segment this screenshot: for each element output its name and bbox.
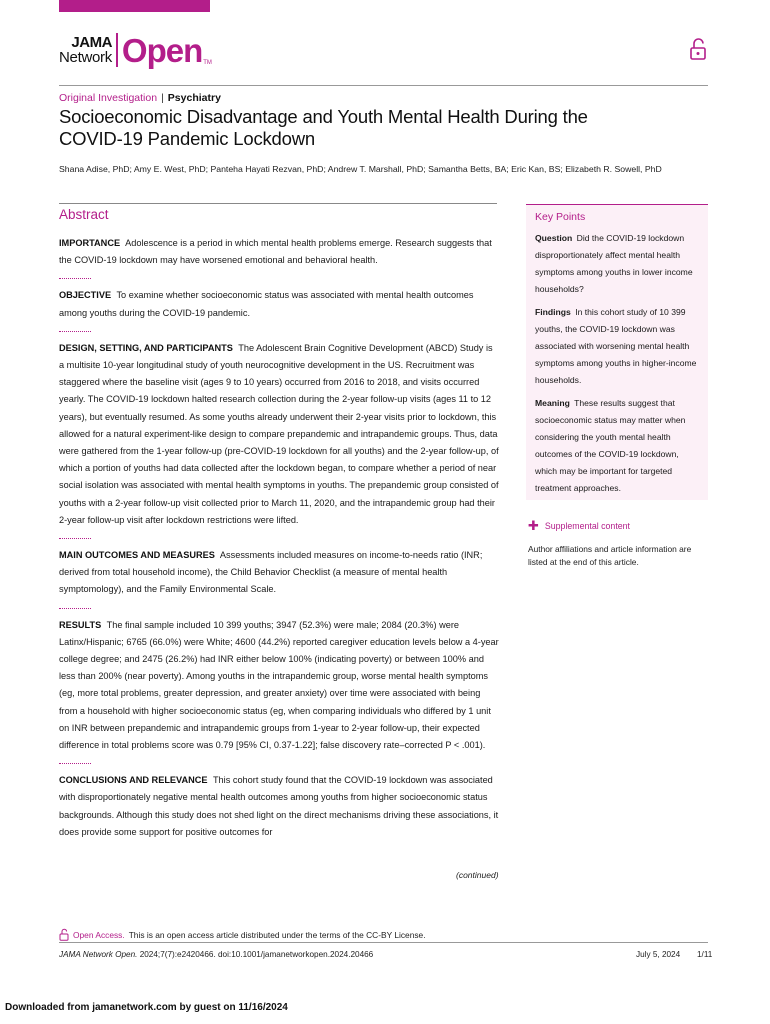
- supplemental-content-link[interactable]: [528, 519, 630, 532]
- abstract-body: [59, 235, 499, 841]
- header-rule: [59, 85, 708, 86]
- open-access-link[interactable]: Open Access.: [73, 929, 125, 940]
- section-divider: [59, 322, 91, 332]
- abstract-section: [59, 772, 499, 841]
- logo-wordmark: [59, 35, 112, 65]
- page-number: 1/11: [697, 950, 713, 959]
- section-head: CONCLUSIONS AND RELEVANCE: [59, 775, 208, 786]
- open-lock-icon: [59, 928, 69, 941]
- article-kicker: [59, 92, 221, 104]
- plus-icon: ✚: [528, 518, 539, 533]
- download-notice: Downloaded from jamanetwork.com by guest on 11/16/2024: [5, 1002, 288, 1013]
- logo-trademark: TM: [203, 60, 212, 66]
- section-divider: [59, 599, 91, 609]
- jama-network-open-logo[interactable]: [59, 30, 212, 70]
- citation-text: 2024;7(7):e2420466. doi:10.1001/jamanetworkopen.2024.20466: [139, 950, 374, 959]
- key-point-text: Did the COVID-19 lockdown disproportionately affect mental health symptoms among youths in lower income households?: [535, 233, 693, 294]
- logo-network-text: Network: [59, 49, 112, 66]
- section-text: The Adolescent Brain Cognitive Development (ABCD) Study is a multisite 10-year longitudinal study of youth neurocognitive development in the US. Recruitment was staggered where the baseline visit (ages 9 to 10 years) occurred from 2016 to 2018, and visits occurred yearly. The COVID-19 lockdown halted research collection during the 2-year follow-up visits (ages 11 to 12 years), but eventually resumed. As some youths already underwent their 2-year visits prior to lockdown, this allowed for a natural experiment-like design to compare prepandemic and intrapandemic groups. Thus, data were gathered from the 1-year follow-up (pre-COVID-19 lockdown for all youths) and the 2-year follow-up, of which a portion of youths had data collected after the lockdown began, to compare whether a period of near social isolation was associated with mental health symptoms in youths. The prepandemic group consisted of youths with a 2-year follow-up visit collected prior to March 11, 2020, and the intrapandemic group had their 2-year follow-up visit after lockdown restrictions were lifted.: [59, 342, 499, 525]
- section-head: MAIN OUTCOMES AND MEASURES: [59, 550, 215, 561]
- supplemental-label: Supplemental content: [544, 520, 631, 531]
- key-point: [535, 304, 702, 389]
- key-points-heading: Key Points: [535, 211, 586, 223]
- section-divider: [59, 529, 91, 539]
- section-text: The final sample included 10 399 youths; 3947 (52.3%) were male; 2084 (20.3%) were Latinx/Hispanic; 6765 (66.0%) were White; 4600 (44.2%) reported caregiver education levels below a 4-year college degree; and 2475 (26.2%) had INR either below 100% (indicating poverty) or between 100% and less than 200% (near poverty). Among youths in the intrapandemic group, worse mental health symptoms (eg, more total problems, greater depression, and greater anxiety) over time were associated with being from a household with higher socioeconomic status (eg, when comparing individuals who differed by 1 unit on INR between prepandemic and intrapandemic groups from 1-year to 2-year follow-up, their expected difference in total problems score was 0.79 [95% CI, 0.37-1.22]; false discovery rate–corrected P < .001).: [59, 619, 499, 751]
- abstract-section: [59, 547, 499, 599]
- section-head: RESULTS: [59, 619, 102, 630]
- abstract-heading: Abstract: [59, 207, 109, 222]
- open-access-text: This is an open access article distributed under the terms of the CC-BY License.: [128, 929, 426, 940]
- section-divider: [59, 754, 91, 764]
- key-point-head: Question: [535, 233, 573, 243]
- section-divider: [59, 269, 91, 279]
- section-head: OBJECTIVE: [59, 290, 112, 301]
- key-points-box: [526, 204, 708, 500]
- section-head: IMPORTANCE: [59, 238, 121, 248]
- abstract-section: [59, 287, 499, 321]
- publication-date: July 5, 2024: [636, 950, 681, 959]
- open-access-lock-icon: [689, 37, 707, 61]
- journal-name: JAMA Network Open.: [59, 950, 138, 959]
- abstract-rule: [59, 203, 497, 204]
- continued-note: (continued): [456, 870, 499, 880]
- key-point-head: Meaning: [535, 398, 570, 408]
- author-list: Shana Adise, PhD; Amy E. West, PhD; Panteha Hayati Rezvan, PhD; Andrew T. Marshall, PhD; Samantha Betts, BA; Eric Kan, BS; Elizabeth R. Sowell, PhD: [59, 164, 662, 174]
- abstract-section: [59, 340, 499, 529]
- section-text: Assessments included measures on income-to-needs ratio (INR; derived from total household income), the Child Behavior Checklist (a measure of mental health symptomology), and the Family Environmental Scale.: [59, 550, 483, 595]
- section-text: Adolescence is a period in which mental health problems emerge. Research suggests that the COVID-19 lockdown may have worsened emotional and behavioral health.: [59, 238, 492, 266]
- key-point: [535, 230, 702, 298]
- kicker-separator: |: [161, 92, 164, 104]
- article-subject[interactable]: Psychiatry: [167, 92, 221, 104]
- top-accent-bar: [59, 0, 210, 12]
- section-head: DESIGN, SETTING, AND PARTICIPANTS: [59, 342, 233, 353]
- footer-rule: [59, 942, 708, 943]
- section-text: To examine whether socioeconomic status was associated with mental health outcomes among youths during the COVID-19 pandemic.: [59, 290, 474, 318]
- key-point-text: In this cohort study of 10 399 youths, the COVID-19 lockdown was associated with worsening mental health symptoms among youths in higher-income households.: [535, 307, 697, 385]
- logo-open-text: Open: [121, 31, 203, 69]
- citation: [59, 950, 373, 959]
- abstract-section: [59, 617, 499, 755]
- affiliations-note: Author affiliations and article information are listed at the end of this article.: [528, 544, 692, 567]
- key-points-body: [535, 230, 702, 503]
- article-title: Socioeconomic Disadvantage and Youth Mental Health During the COVID-19 Pandemic Lockdown: [59, 106, 588, 149]
- abstract-section: [59, 235, 499, 269]
- logo-divider: [116, 33, 118, 67]
- open-access-notice: [59, 928, 426, 941]
- key-point: [535, 395, 702, 497]
- logo-jama-text: JAMA: [71, 34, 112, 51]
- article-type-link[interactable]: Original Investigation: [59, 92, 158, 104]
- section-text: This cohort study found that the COVID-19 lockdown was associated with disproportionately negative mental health outcomes among youths from higher socioeconomic status backgrounds. Although this study does not shed light on the direct mechanisms driving these associations, it does provide some support for positive outcomes for: [59, 775, 499, 837]
- key-point-head: Findings: [535, 307, 571, 317]
- key-point-text: These results suggest that socioeconomic status may matter when considering the youth mental health outcomes of the COVID-19 lockdown, which may be important for targeted treatment approaches.: [535, 398, 686, 493]
